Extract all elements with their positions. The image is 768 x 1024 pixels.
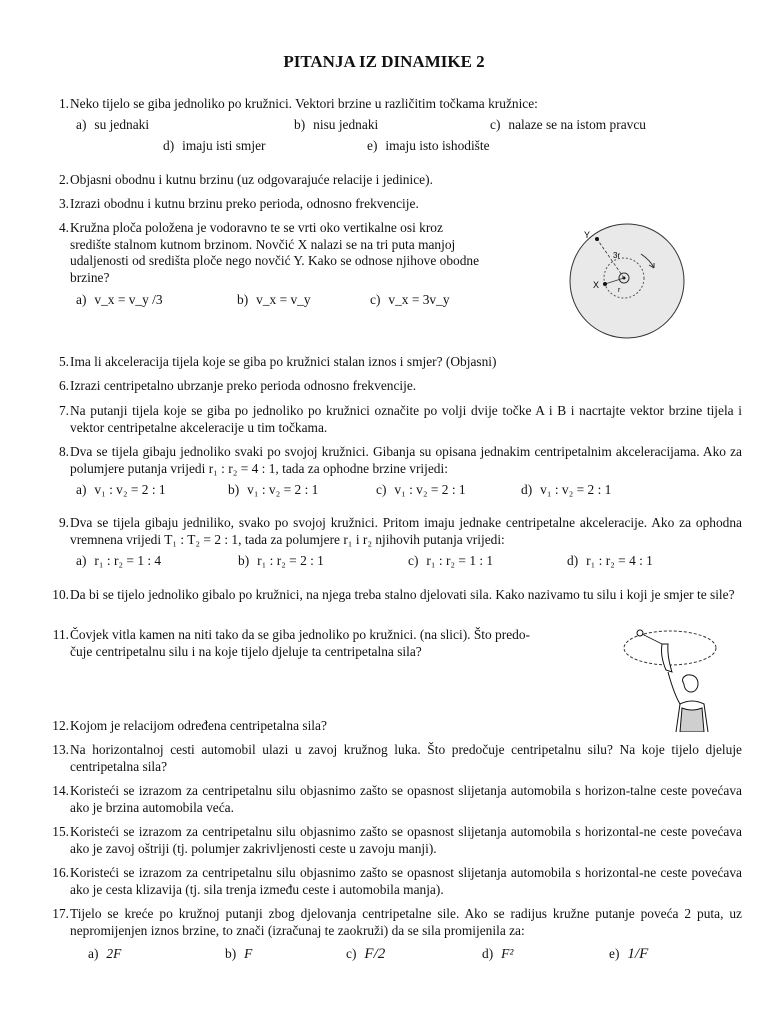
q1-option-a[interactable]: a) su jednaki bbox=[76, 117, 150, 132]
q8-option-b[interactable]: b) v₁ : v₂ = 2 : 1 bbox=[228, 482, 319, 497]
q17-option-b[interactable]: b) F bbox=[225, 946, 253, 961]
q4-option-c-formula: v_x = 3v_y bbox=[388, 292, 450, 307]
q8-option-a[interactable]: a) v₁ : v₂ = 2 : 1 bbox=[76, 482, 166, 497]
q4-option-a[interactable]: a) v_x = v_y /3 bbox=[76, 292, 163, 307]
q1-option-e[interactable]: e) imaju isto ishodište bbox=[367, 138, 490, 153]
q4-option-c[interactable]: c) v_x = 3v_y bbox=[370, 292, 450, 307]
rotating-disk-figure bbox=[568, 222, 686, 340]
q9-option-d[interactable]: d) r₁ : r₂ = 4 : 1 bbox=[567, 553, 653, 568]
q9-option-c[interactable]: c) r₁ : r₂ = 1 : 1 bbox=[408, 553, 494, 568]
q9-option-b[interactable]: b) r₁ : r₂ = 2 : 1 bbox=[238, 553, 324, 568]
label-r: r bbox=[618, 287, 621, 294]
q1-option-b[interactable]: b) nisu jednaki bbox=[294, 117, 379, 132]
q1-option-c[interactable]: c) nalaze se na istom pravcu bbox=[490, 117, 646, 132]
q4-option-a-formula: v_x = v_y /3 bbox=[94, 292, 163, 307]
question-number: 1. bbox=[58, 96, 69, 111]
stone-on-string-figure bbox=[618, 622, 720, 732]
q9-option-a[interactable]: a) r₁ : r₂ = 1 : 4 bbox=[76, 553, 162, 568]
q4-option-b-formula: v_x = v_y bbox=[256, 292, 311, 307]
q17-option-a[interactable]: a) 2F bbox=[88, 946, 122, 961]
q1-option-d[interactable]: d) imaju isti smjer bbox=[163, 138, 266, 153]
q17-option-c[interactable]: c) F/2 bbox=[346, 946, 386, 962]
q8-option-d[interactable]: d) v₁ : v₂ = 2 : 1 bbox=[521, 482, 612, 497]
q17-option-e[interactable]: e) 1/F bbox=[609, 946, 649, 962]
q17-option-d[interactable]: d) F² bbox=[482, 946, 514, 961]
page-title: PITANJA IZ DINAMIKE 2 bbox=[283, 52, 485, 71]
q8-option-c[interactable]: c) v₁ : v₂ = 2 : 1 bbox=[376, 482, 466, 497]
q4-option-b[interactable]: b) v_x = v_y bbox=[237, 292, 311, 307]
label-y: Y bbox=[584, 230, 591, 240]
question-text: Neko tijelo se giba jednoliko po kružnici. Vektori brzine u različitim točkama kružnice: bbox=[70, 96, 538, 111]
label-x: X bbox=[593, 280, 600, 290]
label-3r: 3r bbox=[613, 251, 621, 260]
